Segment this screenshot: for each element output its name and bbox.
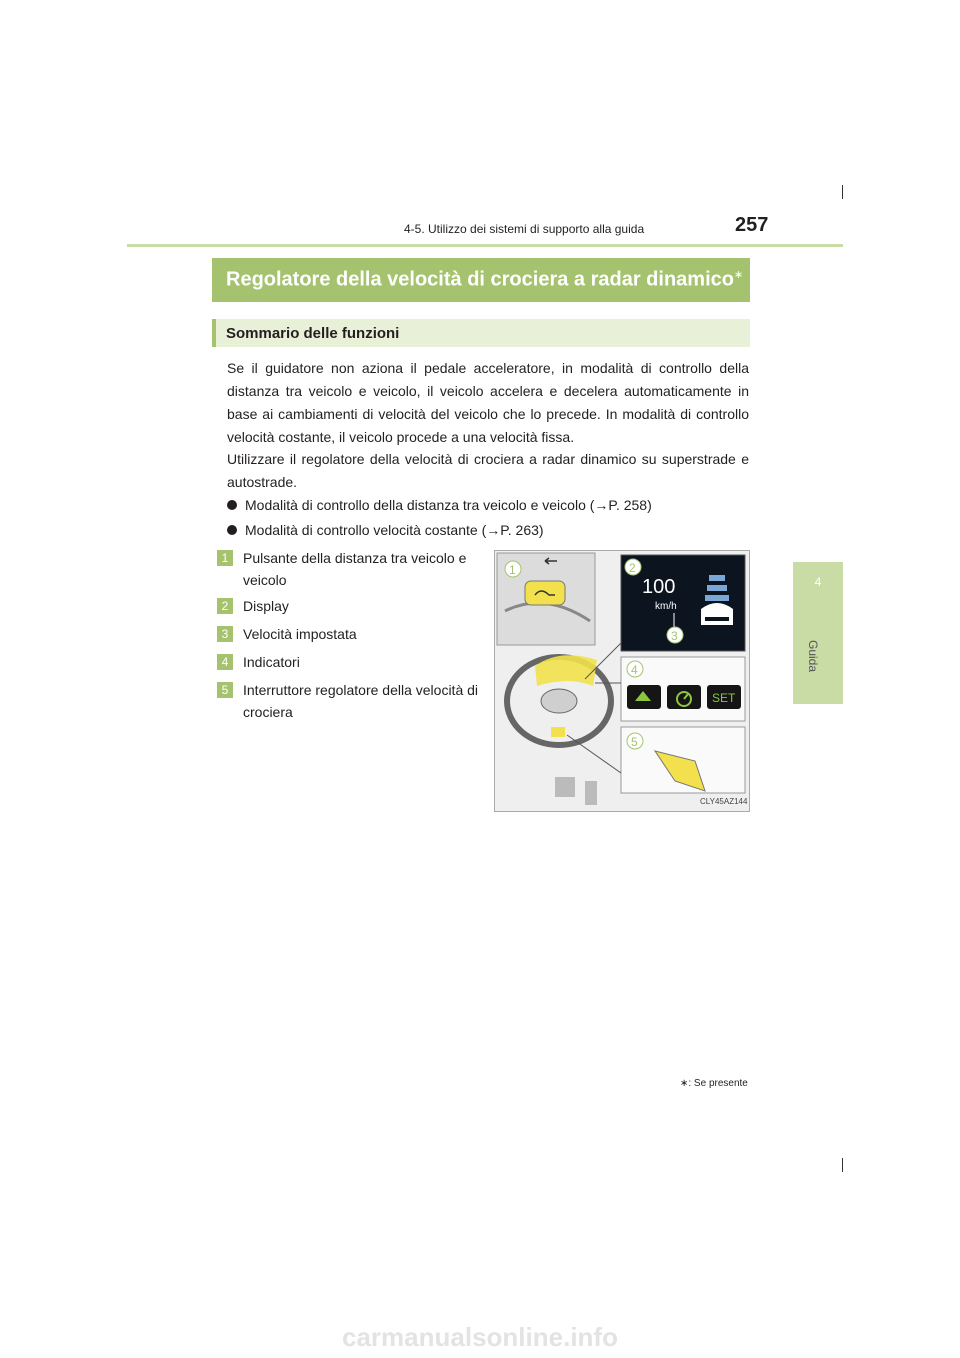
callout-4 <box>627 661 643 677</box>
legend-label: Indicatori <box>243 654 300 670</box>
svg-text:3: 3 <box>671 629 678 643</box>
intro-paragraph: Se il guidatore non aziona il pedale acceleratore, in modalità di controllo della distanza tra veicolo e veicolo, il veicolo accelera e decelera automaticamente in base ai cambiamenti di velocità del veicolo che lo precede. In modalità di controllo velocità costante, il veicolo procede a una velocità fissa. <box>227 360 749 445</box>
callout-1 <box>505 561 521 577</box>
page-number: 257 <box>735 214 769 236</box>
legend-number: 4 <box>217 654 233 670</box>
chapter-tab-number: 4 <box>814 575 822 589</box>
cockpit-drawing <box>495 551 749 811</box>
legend-label: Display <box>243 598 289 614</box>
footnote: ∗: Se presente <box>680 1078 748 1089</box>
speed-unit: km/h <box>655 601 677 612</box>
section-header: 4-5. Utilizzo dei sistemi di supporto alla guida <box>404 222 645 236</box>
legend-label: Velocità impostata <box>243 626 357 642</box>
legend-item <box>217 595 485 617</box>
legend-number: 2 <box>217 598 233 614</box>
usage-paragraph: Utilizzare il regolatore della velocità di crociera a radar dinamico su superstrade e autostrade. <box>227 451 749 490</box>
legend-label: Pulsante della distanza tra veicolo e veicolo <box>243 550 467 588</box>
crop-mark-top <box>842 185 843 199</box>
legend-item <box>217 651 485 673</box>
set-indicator-label: SET <box>712 691 736 705</box>
bullet-link[interactable]: Modalità di controllo della distanza tra veicolo e veicolo (→P. 258) <box>245 497 652 513</box>
legend-number: 3 <box>217 626 233 642</box>
legend-number: 5 <box>217 682 233 698</box>
legend-item <box>217 547 485 591</box>
bullet-item <box>227 519 544 542</box>
set-speed-value: 100 <box>642 576 676 598</box>
bullet-item <box>227 494 652 517</box>
callout-3 <box>667 627 683 643</box>
optional-marker: ∗ <box>733 269 744 281</box>
legend-item <box>217 623 485 645</box>
callout-2 <box>625 559 641 575</box>
svg-text:2: 2 <box>629 561 636 575</box>
bullet-icon <box>227 500 237 510</box>
bullet-link[interactable]: Modalità di controllo velocità costante (→P. 263) <box>245 522 544 538</box>
distance-button-highlight <box>525 581 565 605</box>
page-title-text: Regolatore della velocità di crociera a radar dinamico <box>226 268 734 291</box>
svg-text:4: 4 <box>631 663 638 677</box>
callout-5 <box>627 733 643 749</box>
svg-text:5: 5 <box>631 735 638 749</box>
legend-item <box>217 679 485 723</box>
svg-text:1: 1 <box>509 563 516 577</box>
crop-mark-bottom <box>842 1158 843 1172</box>
watermark: carmanualsonline.info <box>342 1322 618 1352</box>
page-title <box>226 268 743 292</box>
section-subtitle: Sommario delle funzioni <box>226 325 400 342</box>
bullet-icon <box>227 525 237 535</box>
header-rule <box>127 244 843 247</box>
figure-code: CLY45AZ144 <box>700 797 748 806</box>
legend-label: Interruttore regolatore della velocità di crociera <box>243 682 479 720</box>
cockpit-illustration <box>494 550 750 812</box>
chapter-tab-label: Guida <box>806 640 820 673</box>
legend-number: 1 <box>217 550 233 566</box>
